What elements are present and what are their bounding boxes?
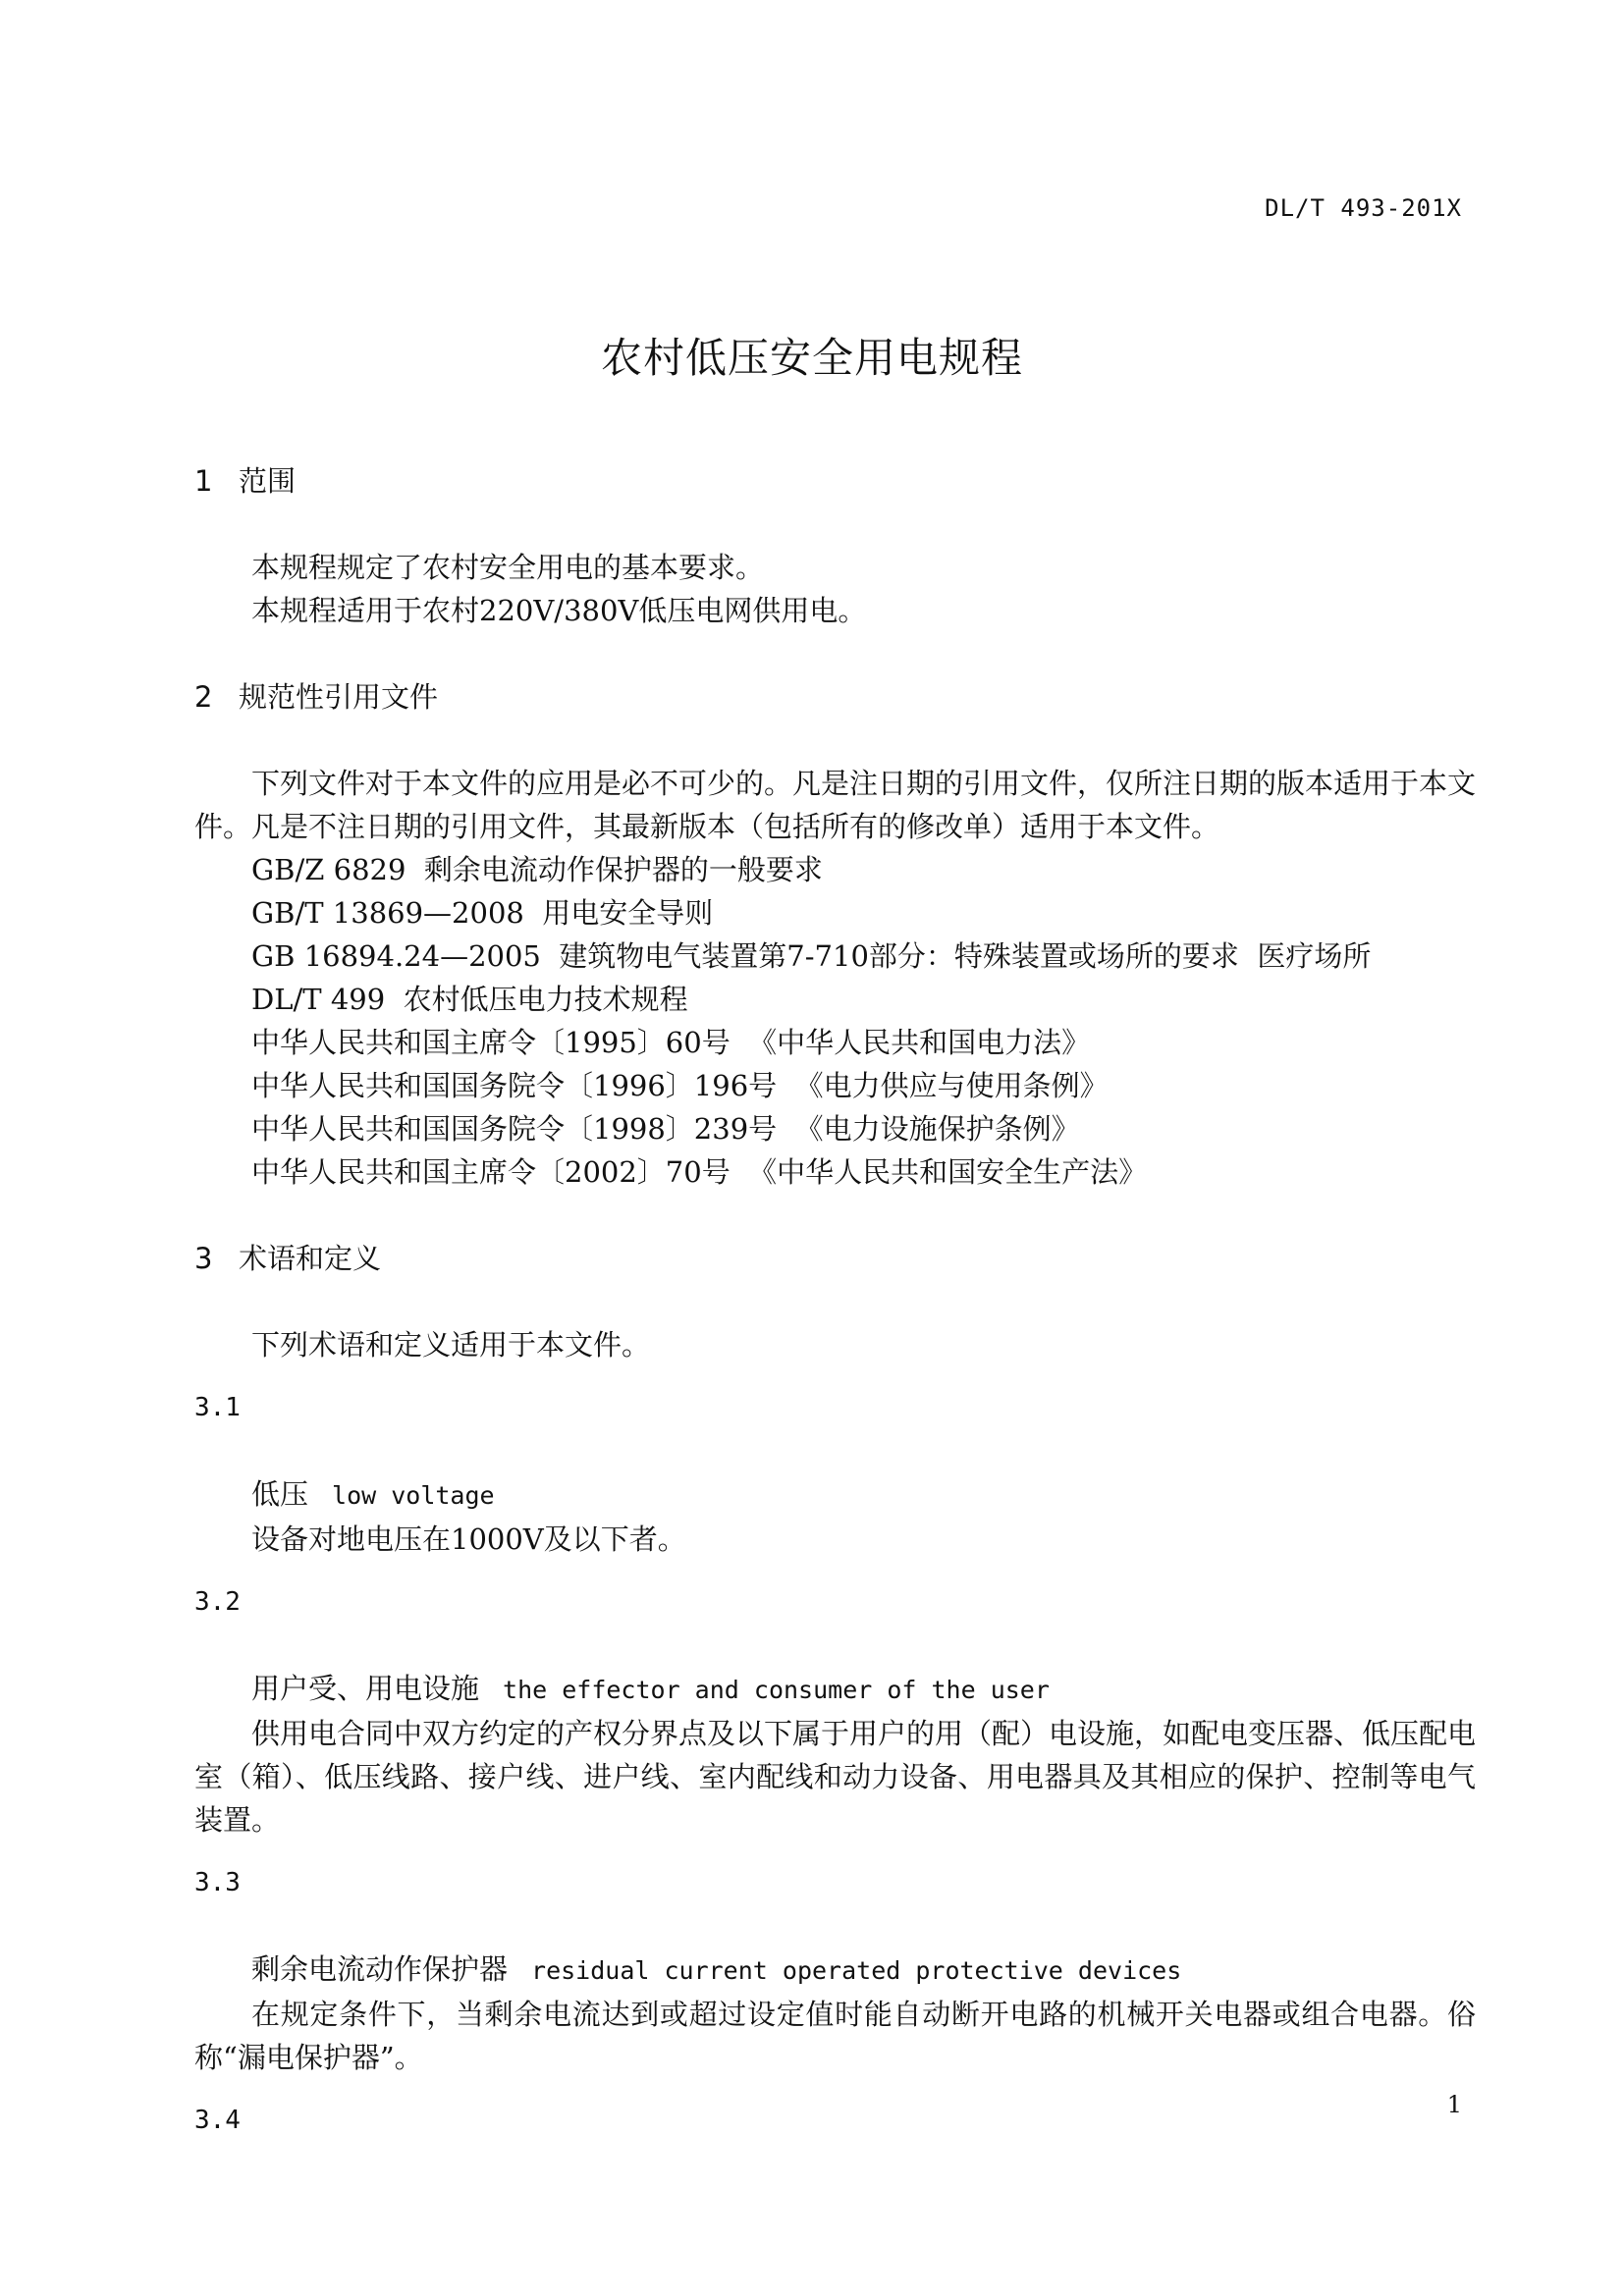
reference-item: 中华人民共和国国务院令〔1996〕196号 《电力供应与使用条例》 [251,1069,1109,1102]
section-heading-normative-references [194,675,1476,719]
term-heading [194,1472,1476,1518]
section-title: 规范性引用文件 [239,680,439,714]
term-heading [194,1948,1476,1993]
term-zh: 低压 [251,1477,309,1511]
document-code: DL/T 493-201X [1265,194,1462,222]
section-heading-scope [194,459,1476,503]
section-number: 1 [194,464,213,498]
section-number: 2 [194,680,213,714]
document-title: 农村低压安全用电规程 [600,334,1023,382]
term-heading [194,1667,1476,1712]
term-zh: 剩余电流动作保护器 [251,1952,509,1986]
reference-item: GB/T 13869—2008 用电安全导则 [251,896,714,930]
term-number: 3.4 [194,2106,241,2135]
reference-item: 中华人民共和国主席令〔1995〕60号 《中华人民共和国电力法》 [251,1026,1091,1059]
section-title: 范围 [239,464,297,498]
reference-item: 中华人民共和国主席令〔2002〕70号 《中华人民共和国安全生产法》 [251,1155,1148,1189]
term-definition: 供用电合同中双方约定的产权分界点及以下属于用户的用（配）电设施，如配电变压器、低压配电室（箱）、低压线路、接户线、进户线、室内配线和动力设备、用电器具及其相应的保护、控制等电气装置。 [194,1717,1477,1837]
reference-item: DL/T 499 农村低压电力技术规程 [251,983,688,1016]
term-en: the effector and consumer of the user [503,1676,1050,1704]
section-heading-terms-definitions [194,1237,1476,1280]
reference-item: GB/Z 6829 剩余电流动作保护器的一般要求 [251,853,823,886]
term-en: residual current operated protective devices [531,1956,1182,1985]
term-number: 3.1 [194,1393,241,1422]
term-definition: 在规定条件下，当剩余电流达到或超过设定值时能自动断开电路的机械开关电器或组合电器。俗称“漏电保护器”。 [194,1998,1476,2074]
page-number: 1 [1446,2091,1462,2118]
paragraph: 下列术语和定义适用于本文件。 [251,1328,651,1362]
document-body [194,459,1476,2185]
term-zh: 用户受、用电设施 [251,1672,480,1705]
reference-item: 中华人民共和国国务院令〔1998〕239号 《电力设施保护条例》 [251,1112,1080,1146]
term-number: 3.3 [194,1868,241,1897]
term-number: 3.2 [194,1587,241,1617]
paragraph: 下列文件对于本文件的应用是必不可少的。凡是注日期的引用文件，仅所注日期的版本适用于本文件。凡是不注日期的引用文件，其最新版本（包括所有的修改单）适用于本文件。 [194,767,1477,843]
paragraph: 本规程规定了农村安全用电的基本要求。 [251,551,765,584]
term-definition: 设备对地电压在1000V及以下者。 [251,1522,686,1556]
section-number: 3 [194,1242,213,1275]
reference-item: GB 16894.24—2005 建筑物电气装置第7-710部分：特殊装置或场所的要求 医疗场所 [251,939,1372,973]
paragraph: 本规程适用于农村220V/380V低压电网供用电。 [251,594,867,627]
section-title: 术语和定义 [239,1242,382,1275]
term-en: low voltage [332,1481,495,1510]
